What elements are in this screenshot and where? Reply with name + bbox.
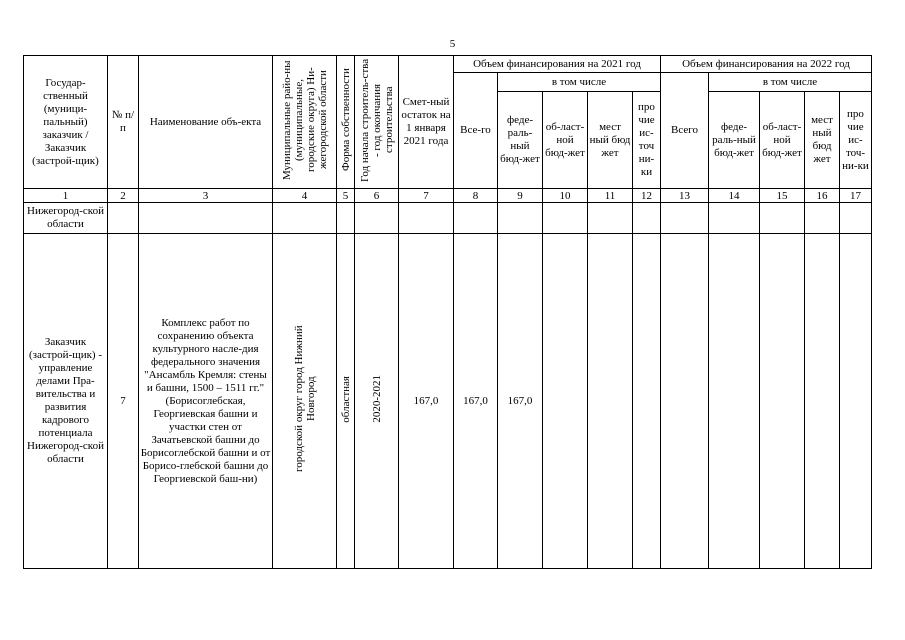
page-number: 5 [449, 38, 456, 50]
header-fed-2021: феде-раль-ный бюд-жет [498, 92, 543, 189]
region-row [24, 203, 872, 234]
header-oth-2021: про чие ис-точ ни-ки [633, 92, 661, 189]
header-ownership: Форма собственности [337, 56, 355, 189]
header-customer: Государ-ственный (муници-пальный) заказчик / Заказчик (застрой-щик) [24, 56, 108, 189]
header-object-name: Наименование объ-екта [139, 56, 273, 189]
item-num: 7 [108, 234, 139, 569]
item-total-2021: 167,0 [454, 234, 498, 569]
header-including-2021: в том числе [498, 73, 661, 92]
column-number-row [24, 189, 872, 203]
header-years: Год начала строитель-ства - год окончания строительства [355, 56, 399, 189]
column-number: 2 [108, 189, 139, 203]
header-total-2022: Всего [661, 73, 709, 189]
column-number: 8 [454, 189, 498, 203]
column-number: 14 [709, 189, 760, 203]
header-loc-2022: мест ный бюд жет [805, 92, 840, 189]
header-municipality: Муниципальные райо-ны (муниципальные, городские округа) Ни-жегородской области [273, 56, 337, 189]
column-number: 9 [498, 189, 543, 203]
item-estimate: 167,0 [399, 234, 454, 569]
column-number: 12 [633, 189, 661, 203]
header-loc-2021: мест ный бюд жет [588, 92, 633, 189]
header-estimate: Смет-ный остаток на 1 января 2021 года [399, 56, 454, 189]
column-number: 10 [543, 189, 588, 203]
item-years: 2020-2021 [355, 234, 399, 569]
header-row-1 [24, 56, 872, 73]
item-customer: Заказчик (застрой-щик) - управление делами Пра-вительства и развития кадрового потенциала Нижегород-ской области [24, 234, 108, 569]
column-number: 6 [355, 189, 399, 203]
header-including-2022: в том числе [709, 73, 872, 92]
item-row [24, 234, 872, 569]
column-number: 15 [760, 189, 805, 203]
item-municipality: городской округ город Нижний Новгород [273, 234, 337, 569]
header-fed-2022: феде-раль-ный бюд-жет [709, 92, 760, 189]
column-number: 1 [24, 189, 108, 203]
item-object-name: Комплекс работ по сохранению объекта культурного насле-дия федерального значения "Ансамбль Кремля: стены и башни, 1500 – 1511 гг." (Борисоглебская, Георгиевская башни и участки стен от Зачатьевской башни до Борисоглебской башни и от Борисо-глебской башни до Георгиевской баш-ни) [139, 234, 273, 569]
column-number: 7 [399, 189, 454, 203]
header-num: № п/п [108, 56, 139, 189]
column-number: 4 [273, 189, 337, 203]
column-number: 3 [139, 189, 273, 203]
financing-table [23, 55, 872, 569]
column-number: 11 [588, 189, 633, 203]
region-customer: Нижегород-ской области [24, 203, 108, 234]
column-number: 16 [805, 189, 840, 203]
header-funding-2022: Объем финансирования на 2022 год [661, 56, 872, 73]
item-ownership: областная [337, 234, 355, 569]
header-reg-2022: об-ласт-ной бюд-жет [760, 92, 805, 189]
header-funding-2021: Объем финансирования на 2021 год [454, 56, 661, 73]
item-fed-2021: 167,0 [498, 234, 543, 569]
column-number: 13 [661, 189, 709, 203]
header-reg-2021: об-ласт-ной бюд-жет [543, 92, 588, 189]
header-oth-2022: про чие ис-точ-ни-ки [840, 92, 872, 189]
header-total-2021: Все-го [454, 73, 498, 189]
column-number: 17 [840, 189, 872, 203]
column-number: 5 [337, 189, 355, 203]
